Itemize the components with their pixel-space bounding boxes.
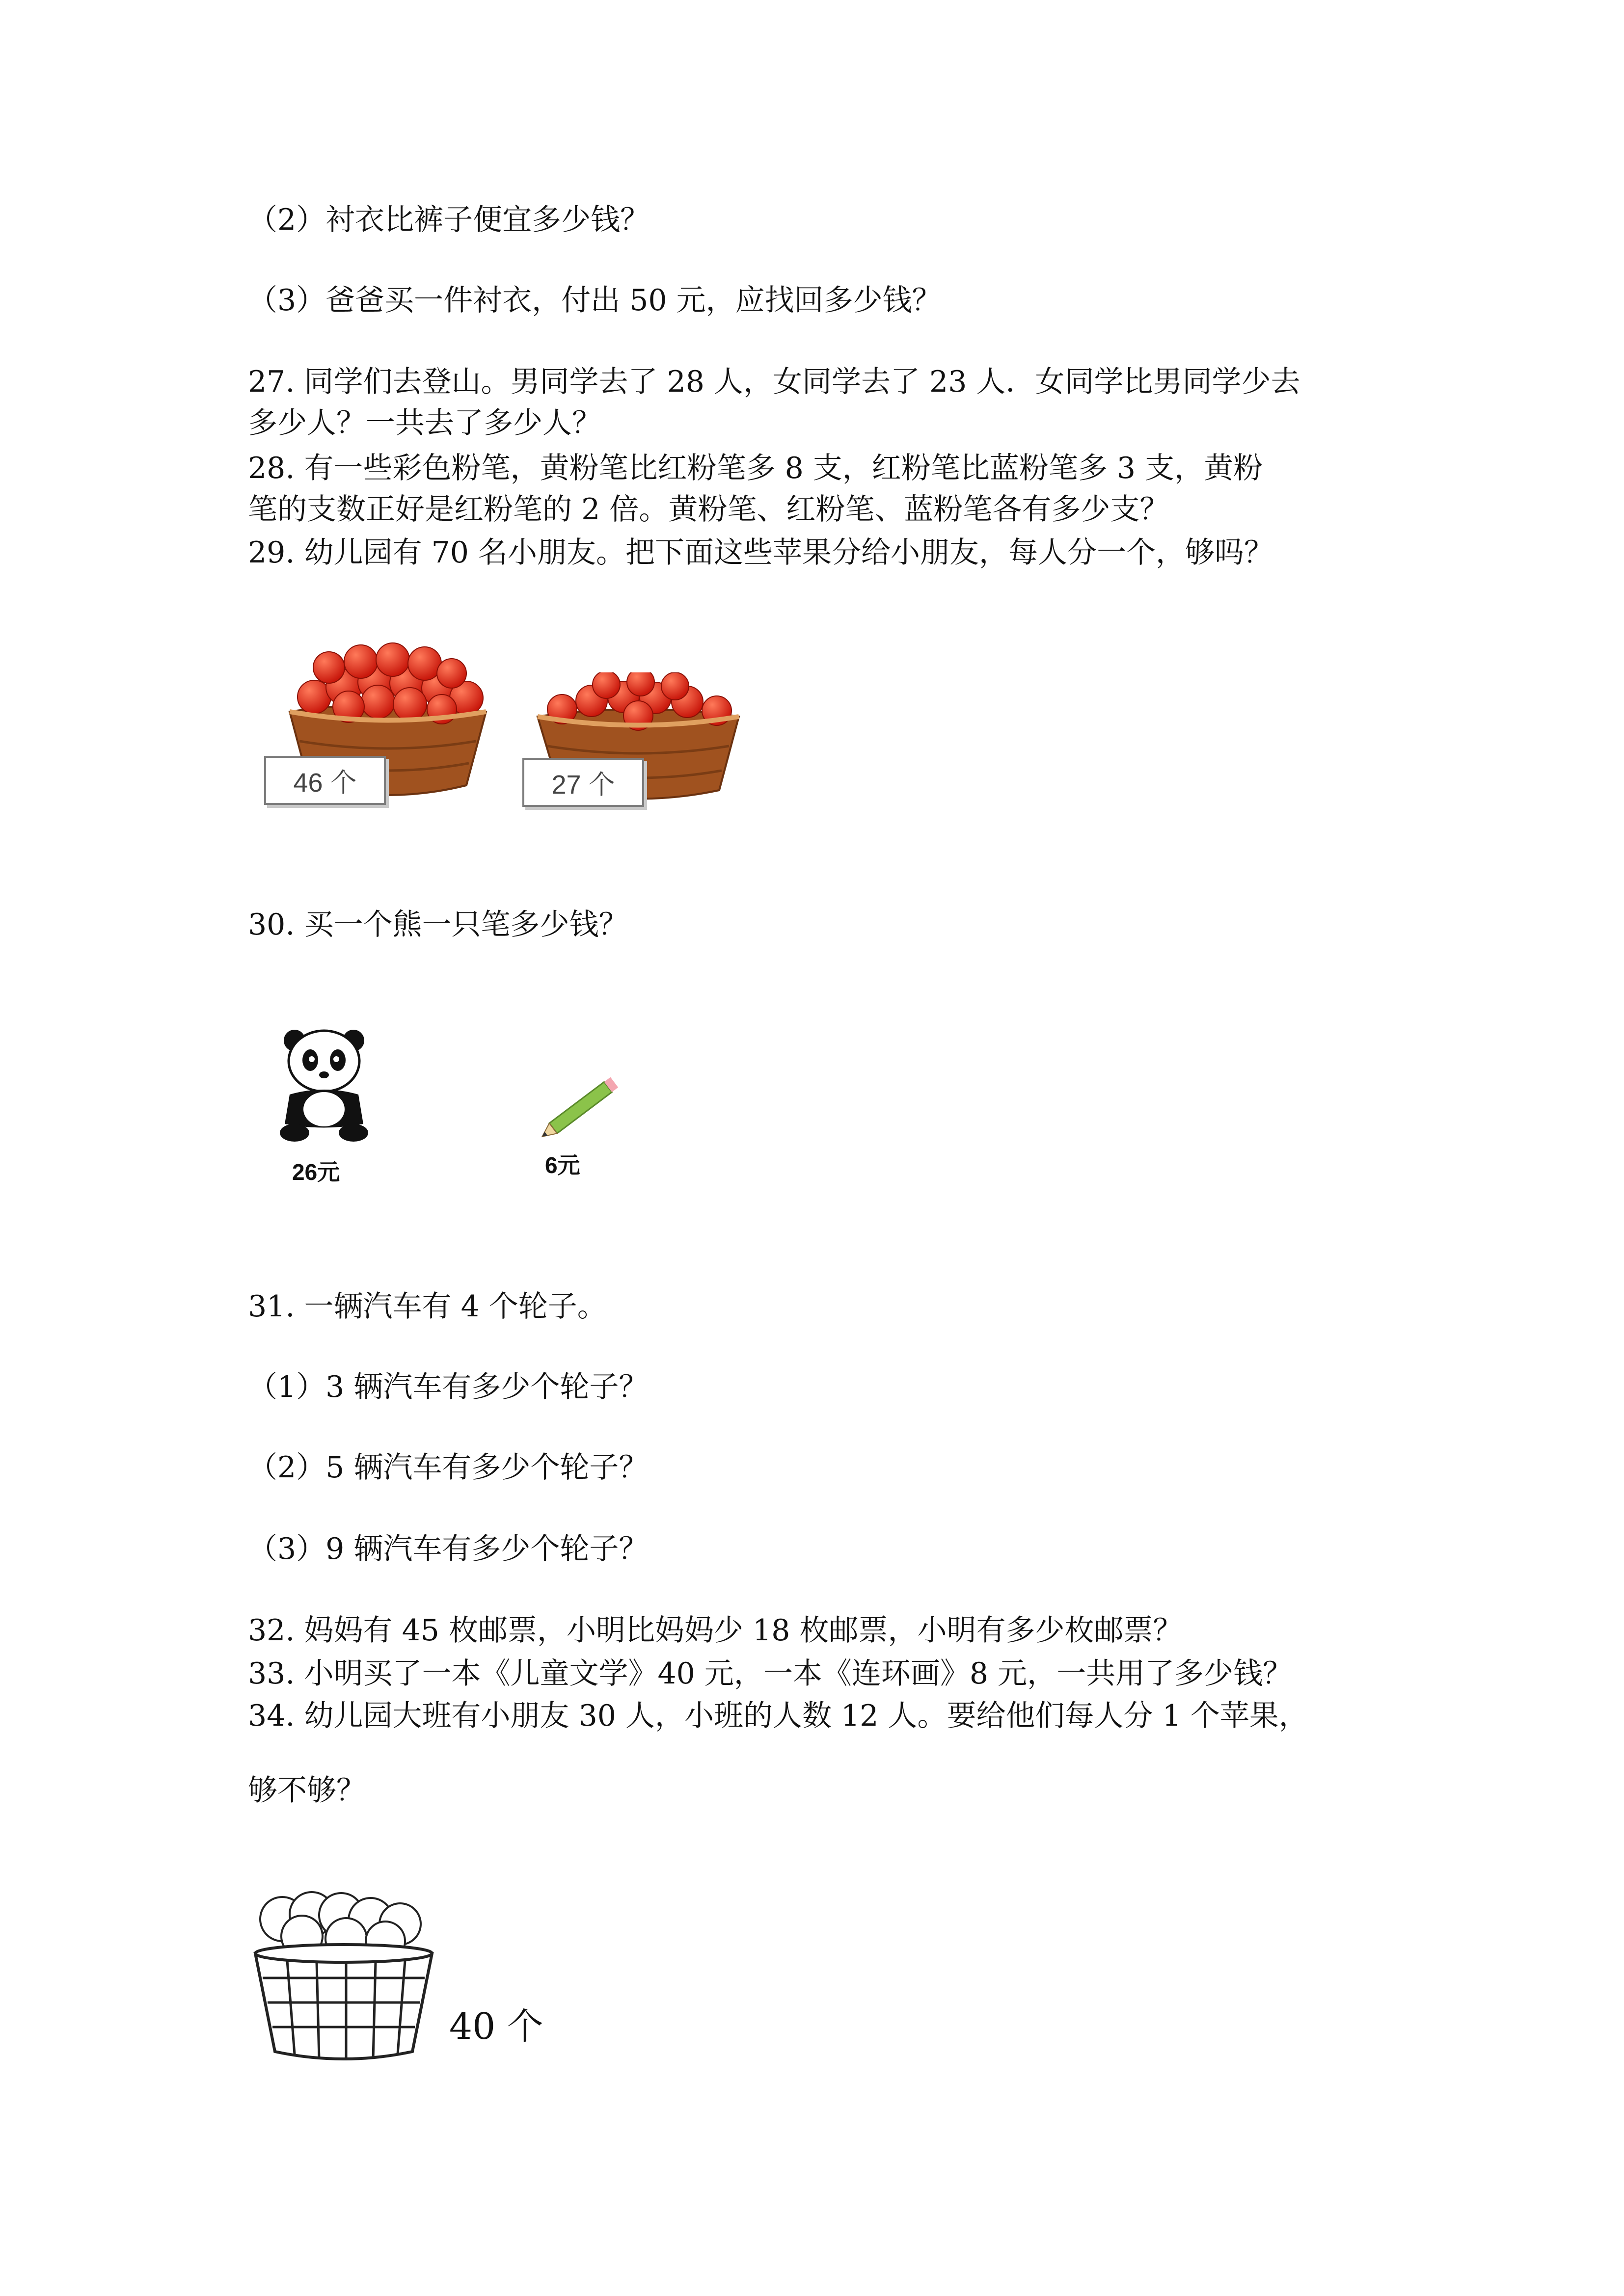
q31-part2: （2）5 辆汽车有多少个轮子？ bbox=[248, 1450, 649, 1485]
q33: 33. 小明买了一本《儿童文学》40 元，一本《连环画》8 元，一共用了多少钱？ bbox=[248, 1656, 1293, 1691]
q31: 31. 一辆汽车有 4 个轮子。 bbox=[248, 1289, 607, 1324]
pencil-icon bbox=[540, 1070, 628, 1139]
q31-part3: （3）9 辆汽车有多少个轮子？ bbox=[248, 1532, 649, 1566]
q26-part3: （3）爸爸买一件衬衣，付出 50 元，应找回多少钱？ bbox=[248, 283, 942, 318]
q34-line2: 够不够？ bbox=[248, 1773, 366, 1808]
q31-part1: （1）3 辆汽车有多少个轮子？ bbox=[248, 1370, 649, 1404]
q28-line2: 笔的支数正好是红粉笔的 2 倍。黄粉笔、红粉笔、蓝粉笔各有多少支？ bbox=[248, 492, 1169, 527]
q34-line1: 34. 幼儿园大班有小朋友 30 人，小班的人数 12 人。要给他们每人分 1 个苹果， bbox=[248, 1699, 1308, 1733]
q27-line1: 27. 同学们去登山。男同学去了 28 人，女同学去了 23 人．女同学比男同学少去 bbox=[248, 365, 1300, 399]
basket-left-label: 46 个 bbox=[264, 756, 386, 805]
q30: 30. 买一个熊一只笔多少钱？ bbox=[248, 908, 628, 942]
q32: 32. 妈妈有 45 枚邮票，小明比妈妈少 18 枚邮票，小明有多少枚邮票？ bbox=[248, 1613, 1183, 1648]
q28-line1: 28. 有一些彩色粉笔，黄粉笔比红粉笔多 8 支，红粉笔比蓝粉笔多 3 支，黄粉 bbox=[248, 451, 1263, 485]
basket-34-label: 40 个 bbox=[449, 2005, 543, 2048]
panda-icon bbox=[275, 1026, 373, 1144]
basket-right-label: 27 个 bbox=[522, 758, 644, 807]
panda-price: 26元 bbox=[292, 1159, 340, 1185]
apple-basket-outline-icon bbox=[248, 1885, 439, 2066]
q26-part2: （2）衬衣比裤子便宜多少钱？ bbox=[248, 203, 650, 237]
pencil-price: 6元 bbox=[545, 1152, 580, 1178]
q27-line2: 多少人？一共去了多少人？ bbox=[248, 406, 601, 440]
q29: 29. 幼儿园有 70 名小朋友。把下面这些苹果分给小朋友，每人分一个，够吗？ bbox=[248, 535, 1273, 570]
